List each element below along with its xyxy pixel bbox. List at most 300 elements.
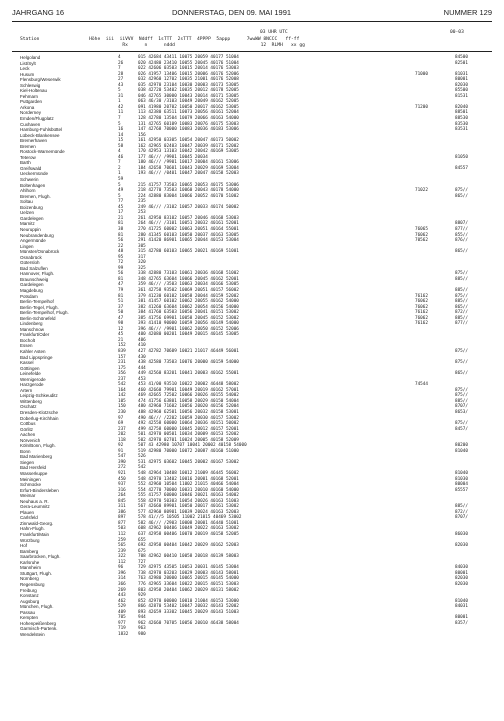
synop-groups: 738 42970 03203 10029 20003 40143 58001	[138, 570, 239, 576]
station-height: 7	[118, 66, 121, 72]
station-name: Lingen	[20, 243, 34, 249]
station-height: 4	[118, 55, 121, 60]
station-name: Bad Salzuflen	[20, 265, 48, 271]
weather-code: 76062	[415, 299, 428, 305]
cloud-code: 855//	[455, 232, 468, 238]
synop-groups: 507 43 42980 10707 10041 20002 40158 54000	[138, 443, 247, 449]
station-height: 269	[118, 587, 126, 593]
station-name: Rostock-Warnemünde	[20, 149, 65, 155]
synop-groups: 866 42870 53402 10047 20032 40143 52002	[138, 604, 239, 610]
synop-groups: 320	[138, 260, 146, 266]
cloud-code: 81040	[455, 471, 468, 477]
station-height: 1	[118, 99, 121, 105]
cloud-code: 80004	[455, 482, 468, 488]
station-height: 719	[118, 626, 126, 632]
synop-groups: 131 42765 60109 10083 20076 40175 53003	[138, 121, 239, 127]
station-name: München, Flugh.	[20, 604, 54, 610]
station-height: 2	[118, 165, 121, 171]
station-name: Dresden-Klotzsche	[20, 410, 59, 415]
station-name: Hamburg-Fuhlsbüttel	[20, 127, 63, 133]
station-name: Boizenburg	[20, 204, 43, 210]
station-height: 95	[118, 254, 124, 260]
station-name: Kassel	[20, 360, 34, 366]
station-name: Schleswig	[20, 82, 41, 88]
station-name: Berlin-Schönefeld	[20, 315, 56, 321]
cloud-code: 82501	[455, 60, 468, 66]
station-name: Leck	[20, 66, 30, 72]
station-height: 81	[118, 276, 124, 282]
synop-groups: 046 42765 30000 10043 20014 40171 53005	[138, 93, 239, 99]
synop-groups: 526	[138, 454, 146, 460]
synop-groups: 270 41725 60002 10063 20051 40164 55001	[138, 226, 239, 232]
synop-groups: 444	[138, 365, 146, 371]
station-height: 47	[118, 282, 124, 288]
weather-code: 70562	[415, 238, 428, 244]
time-label-right: 00-03	[450, 30, 464, 35]
station-height: 202	[118, 432, 126, 438]
station-name: Essen	[20, 343, 33, 349]
cloud-code: 885//	[455, 299, 468, 305]
station-name: Fehmarn	[20, 93, 39, 99]
synop-groups: 729 42975 43505 10053 20031 40145 53004	[138, 565, 239, 571]
station-name: Leipzig-Schkeuditz	[20, 393, 58, 399]
station-name: Plauen	[20, 509, 35, 515]
synop-groups: 348 42765 63604 10066 20045 40162 52001	[138, 276, 239, 282]
station-height: 99	[118, 265, 124, 271]
synop-groups: 161 42950 03305 10054 20047 40173 50002	[138, 138, 239, 144]
station-name: Konstanz	[20, 593, 39, 599]
synop-groups: 531 42975 03602 10045 20002 40167 53002	[138, 459, 239, 465]
station-name: Karlsruhe	[20, 559, 40, 565]
cloud-code: 84030	[455, 565, 468, 571]
synop-groups: 519 42980 70000 10072 20087 40160 51000	[138, 448, 239, 454]
station-name: Hannover, Flugh.	[20, 271, 55, 277]
station-name: Bad Hersfeld	[20, 465, 47, 471]
station-height: 105	[118, 398, 126, 404]
station-height: 81	[118, 293, 124, 299]
cloud-code: 82040	[455, 104, 468, 110]
synop-groups: 453	[138, 376, 146, 382]
synop-groups: 803 42958 20404 10062 20029 40131 58002	[138, 587, 239, 593]
synop-groups: 317	[138, 254, 146, 260]
synop-groups: 359 46/// /3503 10063 20034 40166 53005	[138, 282, 239, 288]
station-height: 69	[118, 421, 124, 427]
station-name: Passau	[20, 609, 36, 615]
station-name: Greifswald	[20, 165, 42, 171]
synop-groups: 147 42768 70000 10083 20036 40183 53006	[138, 127, 239, 133]
station-name: Freiburg	[20, 587, 37, 593]
station-height: 112	[118, 559, 126, 565]
volume-label: JAHRGANG 16	[12, 8, 65, 17]
station-name: Manschnow	[20, 326, 45, 332]
station-name: Cuxhaven	[20, 121, 41, 127]
synop-groups: 038 42720 53402 10035 20012 40178 52005	[138, 88, 239, 94]
station-name: Bamberg	[20, 548, 39, 554]
station-height: 937	[118, 482, 126, 488]
station-height: 81	[118, 232, 124, 238]
station-height: 72	[118, 260, 124, 266]
synop-groups: 460 42660 79901 10049 20019 40162 57001	[138, 387, 239, 393]
station-name: Wittenberg	[20, 398, 42, 404]
station-name: Husum	[20, 71, 35, 77]
station-height: 322	[118, 554, 126, 560]
station-height: 409	[118, 609, 126, 615]
cloud-code: 84031	[455, 604, 468, 610]
synop-groups: 382 41260 63604 10062 20054 40156 54000	[138, 304, 239, 310]
synop-groups: 063 46/30 /3103 10049 20049 40162 52005	[138, 99, 239, 105]
synop-groups: 480 42960 71602 10056 20020 40156 52004	[138, 404, 239, 410]
synop-groups: 261 42950 83102 10057 20046 40168 53003	[138, 215, 239, 221]
station-height: 1832	[118, 631, 129, 637]
station-height: 45	[118, 204, 124, 210]
cloud-code: 865//	[455, 193, 468, 199]
cloud-code: 81030	[455, 476, 468, 482]
cloud-code: 80200	[455, 443, 468, 449]
synop-groups: 577 42960 80901 10039 20024 40163 52003	[138, 509, 239, 515]
synop-groups: 215 41757 73503 10065 20053 40175 53006	[138, 182, 239, 188]
station-name: Soltau	[20, 199, 33, 205]
cloud-code: 875//	[455, 393, 468, 399]
cloud-code: 872//	[455, 509, 468, 515]
station-height: 38	[118, 226, 124, 232]
station-name: Gera-Leumnitz	[20, 504, 50, 510]
synop-groups: 548 42964 10408 10012 21009 46445 56002	[138, 471, 239, 477]
synop-groups: 162 42965 02403 10047 20039 40171 52002	[138, 143, 239, 149]
station-height: 356	[118, 371, 126, 377]
station-height: 239	[118, 548, 126, 554]
synop-groups: 035 42970 23104 10030 20003 40173 53005	[138, 82, 239, 88]
page-header	[12, 8, 492, 20]
issue-number: NUMMER 129	[443, 8, 492, 17]
station-height: 450	[118, 476, 126, 482]
synop-groups: 032 42960 12702 10035 21001 40176 52008	[138, 77, 239, 83]
synop-groups: 554 42770 70000 10031 20010 40160 54000	[138, 487, 239, 493]
synop-groups: 396 46/// /9901 10062 20050 40152 52006	[138, 326, 239, 332]
station-name: Kempten	[20, 615, 39, 621]
cloud-code: 865//	[455, 304, 468, 310]
station-name: Berlin-Tegel, Flugh.	[20, 304, 59, 310]
station-height: 877	[118, 520, 126, 526]
synop-groups: 113 42380 63511 10073 20056 40161 52004	[138, 110, 239, 116]
station-height: 96	[118, 565, 124, 571]
station-height: 81	[118, 221, 124, 227]
station-name: Lübeck-Blankensee	[20, 132, 60, 138]
station-name: Lindenberg	[20, 321, 43, 327]
synop-groups: 235	[138, 199, 146, 205]
synop-groups: 427 42782 70609 10021 21017 46449 56001	[138, 348, 239, 354]
table-row	[20, 632, 490, 638]
synop-groups: 315 42780 60103 10065 20021 40169 51001	[138, 249, 239, 255]
weather-code: 76162	[415, 310, 428, 316]
synop-groups: 980	[138, 631, 146, 637]
station-height: 15	[118, 138, 124, 144]
weather-code: 76065	[415, 226, 428, 232]
weather-code: 71022	[415, 188, 428, 194]
station-name: Cottbus	[20, 421, 36, 427]
station-height: 264	[118, 493, 126, 499]
station-height: 98	[118, 321, 124, 327]
station-name: Bocholt	[20, 337, 36, 343]
station-height: 7	[118, 116, 121, 122]
synop-groups: 384 41760 63503 10056 20041 40151 53002	[138, 310, 239, 316]
station-height: 5	[118, 193, 121, 199]
station-name: Augsburg	[20, 598, 40, 604]
cloud-code: 8807/	[455, 221, 468, 227]
station-height: 21	[118, 337, 124, 343]
station-name: Bad Marienberg	[20, 454, 53, 460]
cloud-code: 84500	[455, 55, 468, 60]
cloud-code: 877//	[455, 226, 468, 232]
cloud-code: 872//	[455, 310, 468, 316]
station-name: Teterow	[20, 154, 36, 160]
station-height: 164	[118, 387, 126, 393]
synop-groups: 727	[138, 559, 146, 565]
synop-groups: 180 46/// /9901 10017 20004 40161 53006	[138, 160, 239, 166]
station-height: 839	[118, 348, 126, 354]
synop-groups: 022 42606 03503 10015 20014 40176 53003	[138, 66, 239, 72]
cloud-code: 875//	[455, 188, 468, 194]
station-height: 157	[118, 354, 126, 360]
station-name: Carlsfeld	[20, 515, 38, 521]
station-name: Berlin-Tempelhof, Flugh.	[20, 310, 69, 316]
station-height: 897	[118, 515, 126, 521]
station-name: Meiningen	[20, 476, 41, 482]
station-name: Gardelegen	[20, 215, 44, 221]
station-name: Kahler Asten	[20, 348, 46, 354]
cloud-code: 80001	[455, 77, 468, 83]
station-height: 43	[118, 82, 124, 88]
synop-groups: 128 42780 13504 10079 20066 40163 54000	[138, 116, 239, 122]
synop-groups: 393 41410 90000 10059 20056 40149 54000	[138, 321, 239, 327]
cloud-code: 875//	[455, 348, 468, 354]
station-height: 21	[118, 215, 124, 221]
station-height: 91	[118, 448, 124, 454]
cloud-code: 876//	[455, 238, 468, 244]
station-name: Köln/Bonn, Flugh.	[20, 443, 56, 449]
cloud-code: 82030	[455, 543, 468, 549]
station-name: Regensburg	[20, 581, 45, 587]
station-name: Boltenhagen	[20, 182, 46, 188]
synop-groups: 410	[138, 343, 146, 349]
station-name: Göttingen	[20, 365, 40, 371]
station-height: 16	[118, 127, 124, 133]
cloud-code: 885//	[455, 287, 468, 293]
synop-groups: 253	[138, 210, 146, 216]
station-name: Hof	[20, 543, 28, 549]
synop-groups: 218 42770 73503 10060 20043 40178 54000	[138, 188, 239, 194]
cloud-code: 85557	[455, 487, 468, 493]
station-name: Garmisch-Partenk.	[20, 626, 58, 632]
synop-groups: 193 46/// /0401 10047 20047 40158 52003	[138, 171, 239, 177]
synop-groups: 852 42970 00000 10010 21004 40153 53000	[138, 598, 239, 604]
station-name: Bremen, Flugh.	[20, 193, 51, 199]
synop-groups: 675	[138, 548, 146, 554]
station-height: 5	[118, 88, 121, 94]
station-height: 316	[118, 487, 126, 493]
cloud-code: 8707/	[455, 404, 468, 410]
weather-code: 76062	[415, 315, 428, 321]
cloud-code: 865//	[455, 249, 468, 255]
synop-groups: 091 41980 20702 10050 20017 40162 53005	[138, 104, 239, 110]
synop-groups: 501 42970 00501 10034 20009 40153 52002	[138, 432, 239, 438]
cloud-code: 875//	[455, 271, 468, 277]
synop-groups: 708 42962 00410 10058 20018 40139 58003	[138, 554, 239, 560]
station-name: Schwerin	[20, 177, 39, 183]
station-height: 47	[118, 315, 124, 321]
station-height: 396	[118, 570, 126, 576]
station-height: 14	[118, 132, 124, 138]
cloud-code: 85500	[455, 88, 468, 94]
weather-code: 76062	[415, 232, 428, 238]
synop-groups: 558 42970 50303 10054 20026 40163 51003	[138, 498, 239, 504]
weather-code: 74544	[415, 382, 428, 388]
synop-groups: 400 42080 00201 10049 20015 40145 53005	[138, 332, 239, 338]
synop-groups: 502 42970 02701 10024 20005 40158 52009	[138, 437, 239, 443]
station-name: Gardelegen	[20, 282, 44, 288]
station-name: Artern	[20, 387, 33, 393]
cloud-code: 82030	[455, 82, 468, 88]
station-name: Puttgarden	[20, 99, 43, 105]
station-name: Doberlug-Kirchhain	[20, 415, 59, 421]
station-height: 272	[118, 465, 126, 471]
cloud-code: 865//	[455, 371, 468, 377]
station-height: 49	[118, 188, 124, 194]
synop-groups: 224 42880 83004 10066 20052 40170 51002	[138, 193, 239, 199]
station-height: 45	[118, 332, 124, 338]
station-height: 46	[118, 154, 124, 160]
observations-table	[20, 55, 490, 637]
cloud-code: 875//	[455, 421, 468, 427]
station-height: 547	[118, 454, 126, 460]
station-height: 705	[118, 615, 126, 621]
synop-groups: 453 41/00 93510 10022 20002 46448 58002	[138, 382, 239, 388]
station-name: Bad Lippspringe	[20, 354, 53, 360]
cloud-code: 82030	[455, 581, 468, 587]
synop-groups: 379 41230 60102 10058 20044 40159 52002	[138, 293, 239, 299]
station-name: Siegen	[20, 459, 35, 465]
weather-code: 76162	[415, 321, 428, 327]
station-name: Görlitz	[20, 426, 34, 432]
station-name: Zinnwald-Georg.	[20, 520, 54, 526]
station-height: 314	[118, 576, 126, 582]
station-height: 237	[118, 426, 126, 432]
station-height: 31	[118, 93, 124, 99]
station-name: Osnabrück	[20, 254, 42, 260]
cloud-code: 80001	[455, 615, 468, 621]
station-name: Nürnberg	[20, 576, 39, 582]
synop-groups: 177 46/// /9901 10045 20034	[138, 154, 208, 160]
station-height: 50	[118, 310, 124, 316]
station-height: 7	[118, 160, 121, 166]
synop-groups: 944	[138, 615, 146, 621]
synop-groups: 490 46/// /2202 10059 20030 40157 53002	[138, 415, 239, 421]
station-name: Hohenpeißenberg	[20, 620, 57, 626]
station-name: Flensburg/Weserwik	[20, 77, 61, 83]
synop-groups: 249 46/// /3102 10057 20033 40174 50002	[138, 204, 239, 210]
synop-groups: 963	[138, 626, 146, 632]
station-name: Weimar	[20, 493, 36, 499]
cloud-code: 83531	[455, 127, 468, 133]
station-height: 921	[118, 471, 126, 477]
station-height: 77	[118, 199, 124, 205]
station-name: Wernigerode	[20, 376, 46, 382]
station-name: Würzburg	[20, 537, 40, 543]
cloud-code: 81040	[455, 448, 468, 454]
station-height: 4	[118, 149, 121, 155]
station-name: Saarbrücken, Flugh.	[20, 554, 61, 560]
station-height: 17	[118, 210, 124, 216]
synop-groups: 637 42958 00406 10070 20019 40158 52005	[138, 532, 239, 538]
synop-groups: 893 42659 33302 10045 20029 40143 51003	[138, 609, 239, 615]
cloud-code: 83530	[455, 121, 468, 127]
synop-groups: 488 42960 62501 10056 20032 40158 53001	[138, 410, 239, 415]
cloud-code: 81050	[455, 154, 468, 160]
synop-groups: 280 41345 60103 10050 20037 40163 53005	[138, 232, 239, 238]
column-header-1: Station Höhe iii iiVVV Nddff 1sTTT 2sTTT 4PPPP 5appp 7wwWW 8NCCC ff-ff	[20, 37, 300, 42]
station-height: 12	[118, 326, 124, 332]
station-height: 112	[118, 532, 126, 538]
station-name: Neuhaus a. R.	[20, 498, 49, 504]
station-name: Leinefelde	[20, 371, 41, 377]
station-name: Hahn-Flugh.	[20, 526, 45, 532]
station-height: 27	[118, 77, 124, 83]
synop-groups: 552 42960 10504 11002 21015 40466 54004	[138, 482, 239, 488]
station-height: 237	[118, 376, 126, 382]
station-height: 26	[118, 60, 124, 66]
station-name: Bremerhaven	[20, 138, 48, 144]
station-name: Harzgerode	[20, 382, 44, 388]
column-rule	[12, 51, 492, 52]
station-height: 529	[118, 604, 126, 610]
station-height: 22	[118, 243, 124, 249]
synop-groups: 325	[138, 265, 146, 271]
synop-groups: 170 42953 13103 10042 20042 40169 53005	[138, 149, 239, 155]
station-height: 37	[118, 304, 124, 310]
station-name: Ueckermünde	[20, 171, 49, 177]
cloud-code: 875//	[455, 293, 468, 299]
station-height: 118	[118, 437, 126, 443]
station-height: 56	[118, 238, 124, 244]
station-name: Angermünde	[20, 238, 46, 244]
cloud-code: 81531	[455, 93, 468, 99]
station-name: Ahlhorn	[20, 188, 36, 194]
station-name: Braunschweig	[20, 276, 49, 282]
station-name: Marnitz	[20, 221, 35, 227]
cloud-code: 875//	[455, 360, 468, 366]
synop-groups: 338 42880 73103 10061 20036 40168 51002	[138, 271, 239, 277]
synop-groups: 291 41420 86901 10065 20044 40153 53004	[138, 238, 239, 244]
station-height: 5	[118, 121, 121, 127]
cloud-code: 8653/	[455, 410, 468, 415]
station-name: List/Sylt	[20, 60, 36, 66]
weather-code: 71000	[415, 71, 428, 77]
time-label-left: 03 UHR UTC	[260, 30, 288, 35]
station-height: 443	[118, 593, 126, 599]
cloud-code: 8457/	[455, 426, 468, 432]
station-height: 311	[118, 504, 126, 510]
synop-groups: 582 46/// /2903 10008 20001 46440 51001	[138, 520, 239, 526]
synop-groups: 026 41957 13406 10015 20006 40176 52006	[138, 71, 239, 77]
synop-groups: 542	[138, 465, 146, 471]
station-height: 462	[118, 598, 126, 604]
cloud-code: 8357/	[455, 620, 468, 626]
synop-groups: 469 42665 72502 10066 20026 40155 54002	[138, 393, 239, 399]
station-height: 231	[118, 360, 126, 366]
station-height: 152	[118, 343, 126, 349]
station-height: 390	[118, 459, 126, 465]
station-height: 142	[118, 393, 126, 399]
cloud-code: 80001	[455, 570, 468, 576]
